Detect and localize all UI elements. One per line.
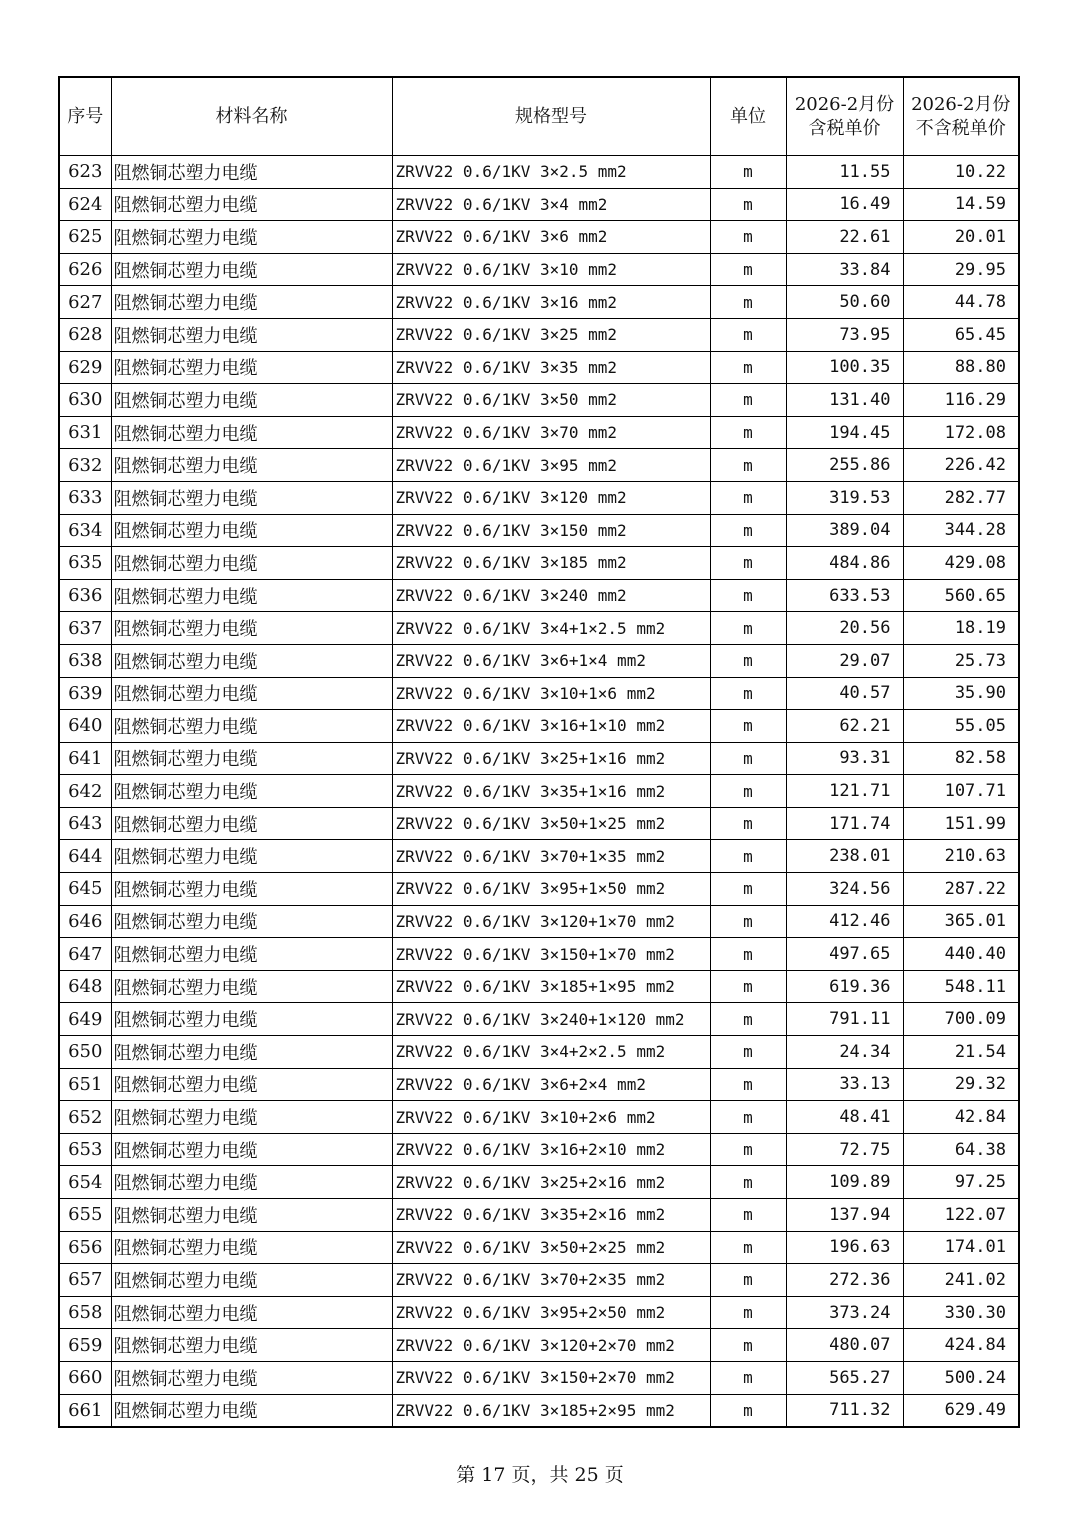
cell-price-tax: 40.57 bbox=[786, 677, 903, 710]
cell-price-notax: 440.40 bbox=[903, 938, 1019, 971]
cell-price-tax: 72.75 bbox=[786, 1133, 903, 1166]
cell-material-name: 阻燃铜芯塑力电缆 bbox=[111, 1101, 392, 1134]
cell-price-notax: 241.02 bbox=[903, 1264, 1019, 1297]
price-table bbox=[58, 76, 1020, 1428]
cell-unit: m bbox=[710, 1296, 786, 1329]
cell-unit: m bbox=[710, 1199, 786, 1232]
cell-price-notax: 226.42 bbox=[903, 449, 1019, 482]
cell-material-name: 阻燃铜芯塑力电缆 bbox=[111, 1329, 392, 1362]
cell-price-notax: 344.28 bbox=[903, 514, 1019, 547]
cell-unit: m bbox=[710, 742, 786, 775]
cell-seq: 637 bbox=[59, 612, 111, 645]
cell-spec: ZRVV22 0.6/1KV 3×50+2×25 mm2 bbox=[392, 1231, 710, 1264]
cell-material-name: 阻燃铜芯塑力电缆 bbox=[111, 1003, 392, 1036]
cell-spec: ZRVV22 0.6/1KV 3×16 mm2 bbox=[392, 286, 710, 319]
cell-price-tax: 484.86 bbox=[786, 547, 903, 580]
table-row bbox=[59, 1231, 1019, 1264]
cell-price-tax: 497.65 bbox=[786, 938, 903, 971]
cell-spec: ZRVV22 0.6/1KV 3×150+2×70 mm2 bbox=[392, 1361, 710, 1394]
table-row bbox=[59, 1068, 1019, 1101]
cell-unit: m bbox=[710, 840, 786, 873]
cell-spec: ZRVV22 0.6/1KV 3×95+2×50 mm2 bbox=[392, 1296, 710, 1329]
cell-price-notax: 429.08 bbox=[903, 547, 1019, 580]
header-price-tax bbox=[786, 77, 903, 156]
cell-price-notax: 560.65 bbox=[903, 579, 1019, 612]
cell-price-notax: 10.22 bbox=[903, 156, 1019, 189]
cell-unit: m bbox=[710, 1329, 786, 1362]
table-row bbox=[59, 742, 1019, 775]
header-price-tax-line2: 含税单价 bbox=[808, 117, 881, 139]
cell-material-name: 阻燃铜芯塑力电缆 bbox=[111, 644, 392, 677]
cell-material-name: 阻燃铜芯塑力电缆 bbox=[111, 351, 392, 384]
cell-price-notax: 172.08 bbox=[903, 416, 1019, 449]
cell-price-notax: 365.01 bbox=[903, 905, 1019, 938]
cell-seq: 642 bbox=[59, 775, 111, 808]
cell-material-name: 阻燃铜芯塑力电缆 bbox=[111, 188, 392, 221]
cell-seq: 639 bbox=[59, 677, 111, 710]
cell-unit: m bbox=[710, 612, 786, 645]
cell-material-name: 阻燃铜芯塑力电缆 bbox=[111, 1361, 392, 1394]
cell-price-tax: 11.55 bbox=[786, 156, 903, 189]
cell-unit: m bbox=[710, 677, 786, 710]
header-price-tax-line1: 2026-2月份 bbox=[794, 93, 895, 115]
cell-seq: 635 bbox=[59, 547, 111, 580]
table-row bbox=[59, 156, 1019, 189]
table-row bbox=[59, 579, 1019, 612]
cell-seq: 650 bbox=[59, 1036, 111, 1069]
cell-spec: ZRVV22 0.6/1KV 3×2.5 mm2 bbox=[392, 156, 710, 189]
cell-price-tax: 33.84 bbox=[786, 253, 903, 286]
cell-price-tax: 93.31 bbox=[786, 742, 903, 775]
cell-seq: 631 bbox=[59, 416, 111, 449]
cell-seq: 653 bbox=[59, 1133, 111, 1166]
cell-price-notax: 18.19 bbox=[903, 612, 1019, 645]
table-row bbox=[59, 840, 1019, 873]
table-row bbox=[59, 677, 1019, 710]
cell-spec: ZRVV22 0.6/1KV 3×240+1×120 mm2 bbox=[392, 1003, 710, 1036]
cell-spec: ZRVV22 0.6/1KV 3×6+2×4 mm2 bbox=[392, 1068, 710, 1101]
cell-material-name: 阻燃铜芯塑力电缆 bbox=[111, 1394, 392, 1427]
cell-price-notax: 88.80 bbox=[903, 351, 1019, 384]
cell-spec: ZRVV22 0.6/1KV 3×185+2×95 mm2 bbox=[392, 1394, 710, 1427]
cell-material-name: 阻燃铜芯塑力电缆 bbox=[111, 286, 392, 319]
table-row bbox=[59, 1329, 1019, 1362]
cell-spec: ZRVV22 0.6/1KV 3×150 mm2 bbox=[392, 514, 710, 547]
cell-unit: m bbox=[710, 579, 786, 612]
cell-spec: ZRVV22 0.6/1KV 3×6 mm2 bbox=[392, 221, 710, 254]
cell-seq: 655 bbox=[59, 1199, 111, 1232]
cell-spec: ZRVV22 0.6/1KV 3×35 mm2 bbox=[392, 351, 710, 384]
cell-seq: 629 bbox=[59, 351, 111, 384]
cell-unit: m bbox=[710, 547, 786, 580]
table-row bbox=[59, 318, 1019, 351]
page-number: 第 17 页，共 25 页 bbox=[456, 1464, 624, 1486]
cell-seq: 647 bbox=[59, 938, 111, 971]
cell-material-name: 阻燃铜芯塑力电缆 bbox=[111, 579, 392, 612]
table-row bbox=[59, 384, 1019, 417]
cell-unit: m bbox=[710, 1036, 786, 1069]
cell-material-name: 阻燃铜芯塑力电缆 bbox=[111, 253, 392, 286]
table-row bbox=[59, 1036, 1019, 1069]
cell-price-tax: 22.61 bbox=[786, 221, 903, 254]
table-row bbox=[59, 970, 1019, 1003]
cell-price-notax: 14.59 bbox=[903, 188, 1019, 221]
cell-spec: ZRVV22 0.6/1KV 3×95 mm2 bbox=[392, 449, 710, 482]
cell-spec: ZRVV22 0.6/1KV 3×16+2×10 mm2 bbox=[392, 1133, 710, 1166]
header-price-notax-line2: 不含税单价 bbox=[915, 117, 1006, 139]
cell-unit: m bbox=[710, 938, 786, 971]
cell-material-name: 阻燃铜芯塑力电缆 bbox=[111, 1231, 392, 1264]
cell-spec: ZRVV22 0.6/1KV 3×240 mm2 bbox=[392, 579, 710, 612]
cell-price-notax: 21.54 bbox=[903, 1036, 1019, 1069]
table-row bbox=[59, 1003, 1019, 1036]
table-row bbox=[59, 612, 1019, 645]
cell-material-name: 阻燃铜芯塑力电缆 bbox=[111, 221, 392, 254]
cell-seq: 649 bbox=[59, 1003, 111, 1036]
cell-seq: 641 bbox=[59, 742, 111, 775]
cell-price-notax: 424.84 bbox=[903, 1329, 1019, 1362]
cell-price-tax: 24.34 bbox=[786, 1036, 903, 1069]
cell-price-notax: 20.01 bbox=[903, 221, 1019, 254]
cell-unit: m bbox=[710, 1361, 786, 1394]
cell-material-name: 阻燃铜芯塑力电缆 bbox=[111, 547, 392, 580]
cell-spec: ZRVV22 0.6/1KV 3×70+1×35 mm2 bbox=[392, 840, 710, 873]
cell-price-tax: 272.36 bbox=[786, 1264, 903, 1297]
cell-material-name: 阻燃铜芯塑力电缆 bbox=[111, 840, 392, 873]
table-row bbox=[59, 286, 1019, 319]
cell-seq: 638 bbox=[59, 644, 111, 677]
cell-spec: ZRVV22 0.6/1KV 3×16+1×10 mm2 bbox=[392, 710, 710, 743]
cell-unit: m bbox=[710, 416, 786, 449]
cell-spec: ZRVV22 0.6/1KV 3×50+1×25 mm2 bbox=[392, 807, 710, 840]
cell-price-notax: 116.29 bbox=[903, 384, 1019, 417]
cell-price-tax: 238.01 bbox=[786, 840, 903, 873]
cell-seq: 623 bbox=[59, 156, 111, 189]
cell-price-notax: 107.71 bbox=[903, 775, 1019, 808]
cell-material-name: 阻燃铜芯塑力电缆 bbox=[111, 1068, 392, 1101]
cell-spec: ZRVV22 0.6/1KV 3×25+2×16 mm2 bbox=[392, 1166, 710, 1199]
cell-unit: m bbox=[710, 449, 786, 482]
cell-seq: 646 bbox=[59, 905, 111, 938]
cell-price-tax: 50.60 bbox=[786, 286, 903, 319]
cell-price-tax: 389.04 bbox=[786, 514, 903, 547]
cell-spec: ZRVV22 0.6/1KV 3×120+2×70 mm2 bbox=[392, 1329, 710, 1362]
cell-price-notax: 29.32 bbox=[903, 1068, 1019, 1101]
cell-spec: ZRVV22 0.6/1KV 3×10 mm2 bbox=[392, 253, 710, 286]
cell-unit: m bbox=[710, 286, 786, 319]
cell-seq: 657 bbox=[59, 1264, 111, 1297]
cell-unit: m bbox=[710, 710, 786, 743]
table-row bbox=[59, 1361, 1019, 1394]
cell-seq: 654 bbox=[59, 1166, 111, 1199]
cell-price-tax: 131.40 bbox=[786, 384, 903, 417]
cell-unit: m bbox=[710, 1003, 786, 1036]
cell-price-tax: 48.41 bbox=[786, 1101, 903, 1134]
cell-price-tax: 791.11 bbox=[786, 1003, 903, 1036]
header-name: 材料名称 bbox=[111, 77, 392, 156]
cell-spec: ZRVV22 0.6/1KV 3×4+1×2.5 mm2 bbox=[392, 612, 710, 645]
header-seq: 序号 bbox=[59, 77, 111, 156]
cell-seq: 632 bbox=[59, 449, 111, 482]
table-row bbox=[59, 1133, 1019, 1166]
cell-seq: 658 bbox=[59, 1296, 111, 1329]
cell-price-tax: 194.45 bbox=[786, 416, 903, 449]
cell-price-tax: 20.56 bbox=[786, 612, 903, 645]
cell-price-notax: 151.99 bbox=[903, 807, 1019, 840]
table-body bbox=[59, 156, 1019, 1428]
cell-price-tax: 16.49 bbox=[786, 188, 903, 221]
cell-unit: m bbox=[710, 873, 786, 906]
cell-unit: m bbox=[710, 1166, 786, 1199]
cell-material-name: 阻燃铜芯塑力电缆 bbox=[111, 612, 392, 645]
cell-seq: 636 bbox=[59, 579, 111, 612]
cell-price-notax: 42.84 bbox=[903, 1101, 1019, 1134]
cell-spec: ZRVV22 0.6/1KV 3×150+1×70 mm2 bbox=[392, 938, 710, 971]
table-row bbox=[59, 481, 1019, 514]
cell-spec: ZRVV22 0.6/1KV 3×4 mm2 bbox=[392, 188, 710, 221]
cell-material-name: 阻燃铜芯塑力电缆 bbox=[111, 775, 392, 808]
table-row bbox=[59, 807, 1019, 840]
cell-unit: m bbox=[710, 1133, 786, 1166]
cell-price-tax: 319.53 bbox=[786, 481, 903, 514]
cell-unit: m bbox=[710, 253, 786, 286]
cell-price-tax: 62.21 bbox=[786, 710, 903, 743]
cell-material-name: 阻燃铜芯塑力电缆 bbox=[111, 970, 392, 1003]
table-row bbox=[59, 1394, 1019, 1427]
cell-spec: ZRVV22 0.6/1KV 3×25+1×16 mm2 bbox=[392, 742, 710, 775]
cell-price-tax: 565.27 bbox=[786, 1361, 903, 1394]
table-row bbox=[59, 253, 1019, 286]
cell-spec: ZRVV22 0.6/1KV 3×185+1×95 mm2 bbox=[392, 970, 710, 1003]
table-row bbox=[59, 547, 1019, 580]
cell-material-name: 阻燃铜芯塑力电缆 bbox=[111, 449, 392, 482]
cell-seq: 643 bbox=[59, 807, 111, 840]
cell-price-notax: 330.30 bbox=[903, 1296, 1019, 1329]
cell-seq: 645 bbox=[59, 873, 111, 906]
cell-seq: 634 bbox=[59, 514, 111, 547]
header-unit: 单位 bbox=[710, 77, 786, 156]
cell-spec: ZRVV22 0.6/1KV 3×35+2×16 mm2 bbox=[392, 1199, 710, 1232]
table-header-row bbox=[59, 77, 1019, 156]
cell-material-name: 阻燃铜芯塑力电缆 bbox=[111, 807, 392, 840]
cell-unit: m bbox=[710, 1394, 786, 1427]
cell-spec: ZRVV22 0.6/1KV 3×25 mm2 bbox=[392, 318, 710, 351]
cell-price-tax: 255.86 bbox=[786, 449, 903, 482]
cell-price-tax: 33.13 bbox=[786, 1068, 903, 1101]
cell-spec: ZRVV22 0.6/1KV 3×70+2×35 mm2 bbox=[392, 1264, 710, 1297]
table-row bbox=[59, 1296, 1019, 1329]
cell-spec: ZRVV22 0.6/1KV 3×95+1×50 mm2 bbox=[392, 873, 710, 906]
cell-price-tax: 196.63 bbox=[786, 1231, 903, 1264]
table-row bbox=[59, 938, 1019, 971]
cell-price-tax: 73.95 bbox=[786, 318, 903, 351]
cell-material-name: 阻燃铜芯塑力电缆 bbox=[111, 156, 392, 189]
cell-spec: ZRVV22 0.6/1KV 3×50 mm2 bbox=[392, 384, 710, 417]
table-row bbox=[59, 221, 1019, 254]
cell-unit: m bbox=[710, 156, 786, 189]
header-price-notax bbox=[903, 77, 1019, 156]
table-row bbox=[59, 514, 1019, 547]
cell-unit: m bbox=[710, 351, 786, 384]
cell-price-tax: 100.35 bbox=[786, 351, 903, 384]
cell-seq: 627 bbox=[59, 286, 111, 319]
cell-material-name: 阻燃铜芯塑力电缆 bbox=[111, 1199, 392, 1232]
cell-material-name: 阻燃铜芯塑力电缆 bbox=[111, 710, 392, 743]
cell-price-tax: 109.89 bbox=[786, 1166, 903, 1199]
cell-spec: ZRVV22 0.6/1KV 3×10+2×6 mm2 bbox=[392, 1101, 710, 1134]
cell-price-tax: 711.32 bbox=[786, 1394, 903, 1427]
cell-seq: 661 bbox=[59, 1394, 111, 1427]
cell-price-notax: 500.24 bbox=[903, 1361, 1019, 1394]
table-row bbox=[59, 351, 1019, 384]
cell-price-notax: 700.09 bbox=[903, 1003, 1019, 1036]
cell-unit: m bbox=[710, 1068, 786, 1101]
cell-price-notax: 25.73 bbox=[903, 644, 1019, 677]
cell-material-name: 阻燃铜芯塑力电缆 bbox=[111, 938, 392, 971]
cell-unit: m bbox=[710, 775, 786, 808]
cell-spec: ZRVV22 0.6/1KV 3×120 mm2 bbox=[392, 481, 710, 514]
table-row bbox=[59, 775, 1019, 808]
cell-price-tax: 633.53 bbox=[786, 579, 903, 612]
cell-material-name: 阻燃铜芯塑力电缆 bbox=[111, 318, 392, 351]
cell-material-name: 阻燃铜芯塑力电缆 bbox=[111, 1264, 392, 1297]
cell-seq: 630 bbox=[59, 384, 111, 417]
cell-price-notax: 122.07 bbox=[903, 1199, 1019, 1232]
cell-unit: m bbox=[710, 1101, 786, 1134]
cell-price-notax: 29.95 bbox=[903, 253, 1019, 286]
cell-price-tax: 171.74 bbox=[786, 807, 903, 840]
cell-seq: 656 bbox=[59, 1231, 111, 1264]
cell-seq: 626 bbox=[59, 253, 111, 286]
header-price-notax-line1: 2026-2月份 bbox=[911, 93, 1011, 115]
cell-price-notax: 629.49 bbox=[903, 1394, 1019, 1427]
cell-price-notax: 97.25 bbox=[903, 1166, 1019, 1199]
header-spec: 规格型号 bbox=[392, 77, 710, 156]
cell-unit: m bbox=[710, 644, 786, 677]
cell-seq: 633 bbox=[59, 481, 111, 514]
cell-price-notax: 44.78 bbox=[903, 286, 1019, 319]
cell-price-tax: 619.36 bbox=[786, 970, 903, 1003]
table-row bbox=[59, 644, 1019, 677]
cell-spec: ZRVV22 0.6/1KV 3×70 mm2 bbox=[392, 416, 710, 449]
cell-price-notax: 82.58 bbox=[903, 742, 1019, 775]
cell-material-name: 阻燃铜芯塑力电缆 bbox=[111, 416, 392, 449]
cell-unit: m bbox=[710, 905, 786, 938]
cell-price-tax: 373.24 bbox=[786, 1296, 903, 1329]
cell-price-notax: 64.38 bbox=[903, 1133, 1019, 1166]
cell-unit: m bbox=[710, 1264, 786, 1297]
cell-spec: ZRVV22 0.6/1KV 3×35+1×16 mm2 bbox=[392, 775, 710, 808]
cell-seq: 652 bbox=[59, 1101, 111, 1134]
cell-unit: m bbox=[710, 481, 786, 514]
cell-price-tax: 412.46 bbox=[786, 905, 903, 938]
cell-price-notax: 210.63 bbox=[903, 840, 1019, 873]
cell-price-tax: 137.94 bbox=[786, 1199, 903, 1232]
cell-price-tax: 29.07 bbox=[786, 644, 903, 677]
cell-price-tax: 480.07 bbox=[786, 1329, 903, 1362]
table-row bbox=[59, 710, 1019, 743]
cell-price-notax: 282.77 bbox=[903, 481, 1019, 514]
cell-price-notax: 55.05 bbox=[903, 710, 1019, 743]
cell-price-tax: 324.56 bbox=[786, 873, 903, 906]
cell-price-notax: 65.45 bbox=[903, 318, 1019, 351]
cell-material-name: 阻燃铜芯塑力电缆 bbox=[111, 1036, 392, 1069]
table-row bbox=[59, 1264, 1019, 1297]
cell-spec: ZRVV22 0.6/1KV 3×10+1×6 mm2 bbox=[392, 677, 710, 710]
cell-unit: m bbox=[710, 221, 786, 254]
cell-material-name: 阻燃铜芯塑力电缆 bbox=[111, 384, 392, 417]
cell-material-name: 阻燃铜芯塑力电缆 bbox=[111, 873, 392, 906]
cell-seq: 651 bbox=[59, 1068, 111, 1101]
table-row bbox=[59, 873, 1019, 906]
cell-seq: 648 bbox=[59, 970, 111, 1003]
cell-price-notax: 287.22 bbox=[903, 873, 1019, 906]
cell-seq: 625 bbox=[59, 221, 111, 254]
cell-price-notax: 174.01 bbox=[903, 1231, 1019, 1264]
cell-material-name: 阻燃铜芯塑力电缆 bbox=[111, 514, 392, 547]
cell-seq: 644 bbox=[59, 840, 111, 873]
cell-spec: ZRVV22 0.6/1KV 3×185 mm2 bbox=[392, 547, 710, 580]
table-row bbox=[59, 905, 1019, 938]
table-row bbox=[59, 416, 1019, 449]
cell-material-name: 阻燃铜芯塑力电缆 bbox=[111, 1166, 392, 1199]
cell-spec: ZRVV22 0.6/1KV 3×120+1×70 mm2 bbox=[392, 905, 710, 938]
cell-unit: m bbox=[710, 514, 786, 547]
cell-material-name: 阻燃铜芯塑力电缆 bbox=[111, 677, 392, 710]
cell-price-notax: 35.90 bbox=[903, 677, 1019, 710]
cell-unit: m bbox=[710, 1231, 786, 1264]
cell-price-notax: 548.11 bbox=[903, 970, 1019, 1003]
cell-price-tax: 121.71 bbox=[786, 775, 903, 808]
cell-seq: 624 bbox=[59, 188, 111, 221]
cell-seq: 660 bbox=[59, 1361, 111, 1394]
cell-unit: m bbox=[710, 807, 786, 840]
table-row bbox=[59, 1166, 1019, 1199]
cell-material-name: 阻燃铜芯塑力电缆 bbox=[111, 742, 392, 775]
table-row bbox=[59, 1101, 1019, 1134]
cell-seq: 640 bbox=[59, 710, 111, 743]
cell-seq: 659 bbox=[59, 1329, 111, 1362]
cell-unit: m bbox=[710, 188, 786, 221]
cell-material-name: 阻燃铜芯塑力电缆 bbox=[111, 905, 392, 938]
table-row bbox=[59, 188, 1019, 221]
cell-spec: ZRVV22 0.6/1KV 3×6+1×4 mm2 bbox=[392, 644, 710, 677]
table-row bbox=[59, 449, 1019, 482]
cell-spec: ZRVV22 0.6/1KV 3×4+2×2.5 mm2 bbox=[392, 1036, 710, 1069]
cell-material-name: 阻燃铜芯塑力电缆 bbox=[111, 481, 392, 514]
cell-material-name: 阻燃铜芯塑力电缆 bbox=[111, 1296, 392, 1329]
cell-unit: m bbox=[710, 318, 786, 351]
cell-seq: 628 bbox=[59, 318, 111, 351]
cell-unit: m bbox=[710, 970, 786, 1003]
cell-material-name: 阻燃铜芯塑力电缆 bbox=[111, 1133, 392, 1166]
table-row bbox=[59, 1199, 1019, 1232]
cell-unit: m bbox=[710, 384, 786, 417]
